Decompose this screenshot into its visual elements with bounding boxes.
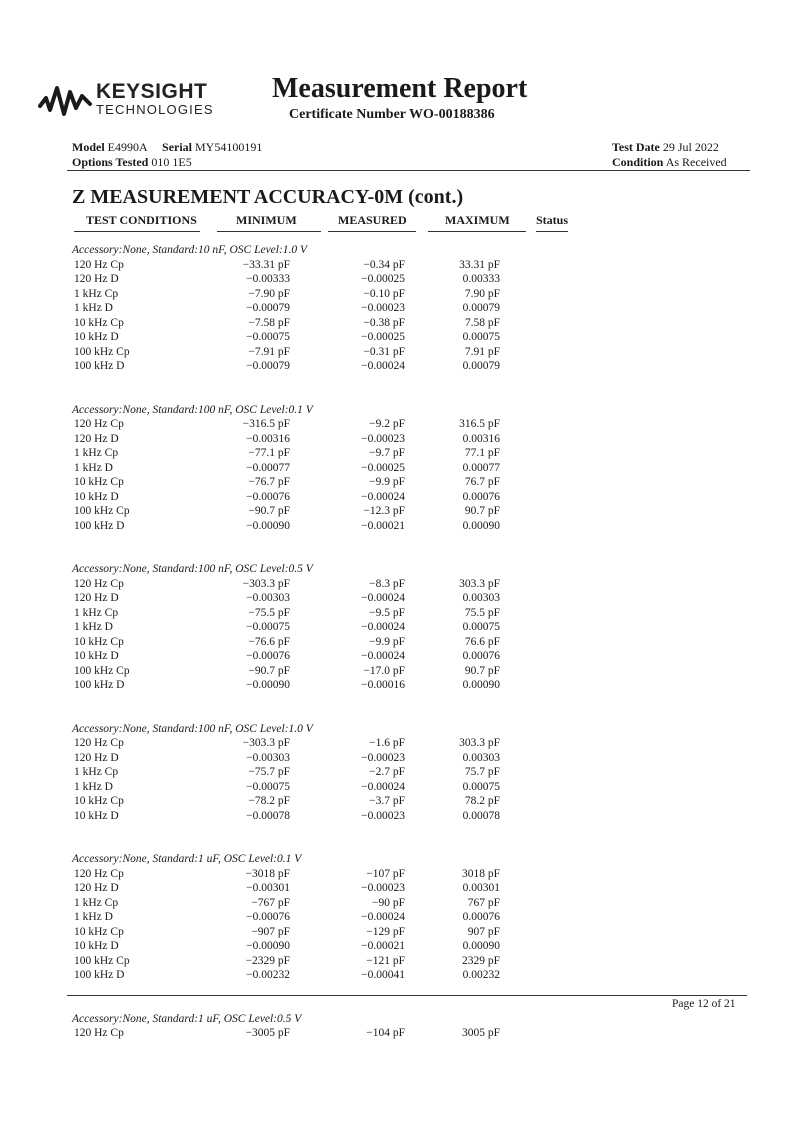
cell-minimum: −0.00076 — [246, 911, 290, 923]
cell-maximum: 33.31 pF — [459, 258, 500, 271]
table-row — [0, 882, 794, 896]
cell-measured: −9.9 pF — [369, 476, 405, 488]
table-row — [0, 737, 794, 751]
certificate-label: Certificate Number — [289, 107, 406, 122]
cell-measured: −0.00023 — [361, 809, 405, 822]
serial-label: Serial — [162, 140, 193, 154]
cell-measured: −0.00024 — [361, 621, 405, 633]
cell-minimum: −0.00075 — [246, 780, 290, 793]
table-row — [0, 781, 794, 795]
col-header-maximum: MAXIMUM — [445, 213, 510, 227]
cell-maximum: 0.00090 — [462, 679, 500, 691]
table-row — [0, 636, 794, 650]
cell-condition: 100 kHz D — [74, 969, 125, 981]
cell-minimum: −77.1 pF — [248, 447, 290, 459]
cell-measured: −0.00024 — [361, 592, 405, 604]
cell-minimum: −0.00333 — [246, 273, 290, 285]
cell-minimum: −0.00078 — [246, 809, 290, 822]
table-row — [0, 520, 794, 534]
cell-maximum: 0.00075 — [462, 331, 500, 343]
cell-minimum: −767 pF — [251, 896, 290, 909]
table-row — [0, 621, 794, 635]
cell-condition: 1 kHz Cp — [74, 287, 119, 300]
cell-maximum: 0.00078 — [462, 809, 500, 822]
cell-minimum: −316.5 pF — [242, 418, 290, 430]
cell-minimum: −0.00303 — [246, 751, 290, 764]
table-row — [0, 491, 794, 505]
cell-minimum: −0.00079 — [246, 302, 290, 314]
cell-condition: 100 kHz Cp — [74, 345, 130, 358]
cell-maximum: 767 pF — [467, 896, 500, 909]
cell-maximum: 0.00079 — [462, 360, 500, 372]
group-title: Accessory:None, Standard:1 uF, OSC Level:0.1 V — [72, 853, 302, 865]
table-row — [0, 346, 794, 360]
cell-maximum: 2329 pF — [461, 954, 500, 967]
table-row — [0, 273, 794, 287]
table-row — [0, 969, 794, 983]
cell-minimum: −3005 pF — [245, 1027, 290, 1039]
cell-measured: −1.6 pF — [369, 737, 405, 749]
cell-minimum: −0.00316 — [246, 432, 290, 445]
cell-condition: 1 kHz D — [74, 911, 113, 923]
table-row — [0, 897, 794, 911]
cell-measured: −9.5 pF — [369, 606, 405, 619]
cell-measured: −0.00024 — [361, 490, 405, 503]
cell-condition: 100 kHz Cp — [74, 664, 130, 677]
cell-minimum: −0.00075 — [246, 621, 290, 633]
cell-minimum: −0.00090 — [246, 940, 290, 952]
table-row — [0, 259, 794, 273]
cell-maximum: 75.5 pF — [464, 606, 500, 619]
cell-measured: −0.00021 — [361, 940, 405, 952]
report-title: Measurement Report — [272, 73, 528, 104]
cell-measured: −121 pF — [366, 954, 405, 967]
cell-condition: 1 kHz D — [74, 302, 113, 314]
test-date-label: Test Date — [612, 140, 660, 154]
cell-measured: −0.00023 — [361, 882, 405, 894]
serial-value: MY54100191 — [195, 140, 263, 154]
cell-maximum: 0.00090 — [462, 940, 500, 952]
cell-measured: −0.00025 — [361, 461, 405, 474]
cell-condition: 120 Hz D — [74, 751, 119, 764]
table-row — [0, 607, 794, 621]
cell-minimum: −303.3 pF — [242, 577, 290, 590]
condition-label: Condition — [612, 155, 664, 169]
table-row — [0, 650, 794, 664]
cell-maximum: 76.6 pF — [464, 635, 500, 648]
cell-minimum: −33.31 pF — [242, 258, 290, 271]
cell-maximum: 77.1 pF — [464, 447, 500, 459]
model-label: Model — [72, 140, 105, 154]
table-row — [0, 665, 794, 679]
table-row — [0, 331, 794, 345]
group-title: Accessory:None, Standard:100 nF, OSC Level:0.5 V — [72, 563, 313, 575]
page-number: Page 12 of 21 — [672, 998, 736, 1010]
table-row — [0, 766, 794, 780]
cell-condition: 10 kHz D — [74, 331, 119, 343]
cell-minimum: −0.00075 — [246, 331, 290, 343]
cell-maximum: 78.2 pF — [464, 795, 500, 807]
cell-maximum: 0.00090 — [462, 519, 500, 532]
table-row — [0, 360, 794, 374]
cell-measured: −17.0 pF — [363, 664, 405, 677]
cell-measured: −0.00024 — [361, 650, 405, 662]
cell-measured: −0.00024 — [361, 780, 405, 793]
cell-minimum: −7.58 pF — [248, 316, 290, 329]
cell-minimum: −75.5 pF — [248, 606, 290, 619]
cell-measured: −0.00016 — [361, 679, 405, 691]
table-row — [0, 447, 794, 461]
cell-measured: −104 pF — [366, 1027, 405, 1039]
section-title: Z MEASUREMENT ACCURACY-0M (cont.) — [72, 186, 464, 208]
cell-maximum: 75.7 pF — [464, 766, 500, 778]
cell-minimum: −907 pF — [251, 925, 290, 938]
cell-condition: 10 kHz D — [74, 490, 119, 503]
cell-condition: 1 kHz D — [74, 461, 113, 474]
cell-condition: 1 kHz D — [74, 780, 113, 793]
table-row — [0, 810, 794, 824]
cell-condition: 10 kHz Cp — [74, 476, 124, 488]
cell-minimum: −0.00076 — [246, 650, 290, 662]
cell-maximum: 0.00232 — [462, 969, 500, 981]
cell-maximum: 90.7 pF — [464, 505, 500, 517]
cell-measured: −0.00023 — [361, 751, 405, 764]
cell-measured: −0.00025 — [361, 273, 405, 285]
table-row — [0, 911, 794, 925]
cell-minimum: −7.90 pF — [248, 287, 290, 300]
condition-value: As Received — [665, 155, 727, 169]
cell-condition: 10 kHz D — [74, 650, 119, 662]
test-date-value: 29 Jul 2022 — [662, 140, 719, 154]
cell-maximum: 7.91 pF — [464, 345, 500, 358]
cell-minimum: −0.00076 — [246, 490, 290, 503]
cell-maximum: 907 pF — [467, 925, 500, 938]
cell-condition: 120 Hz Cp — [74, 1027, 124, 1039]
cell-maximum: 0.00079 — [462, 302, 500, 314]
table-row — [0, 752, 794, 766]
cell-measured: −9.7 pF — [369, 447, 405, 459]
cell-condition: 100 kHz D — [74, 519, 125, 532]
cell-measured: −0.34 pF — [363, 258, 405, 271]
cell-maximum: 0.00076 — [462, 490, 500, 503]
cell-maximum: 90.7 pF — [464, 664, 500, 677]
col-header-conditions: TEST CONDITIONS — [86, 213, 197, 227]
cell-condition: 10 kHz D — [74, 809, 119, 822]
cell-measured: −9.9 pF — [369, 635, 405, 648]
cell-maximum: 0.00075 — [462, 780, 500, 793]
cell-measured: −9.2 pF — [369, 418, 405, 430]
cell-maximum: 0.00075 — [462, 621, 500, 633]
cell-maximum: 3005 pF — [461, 1027, 500, 1039]
cell-minimum: −76.7 pF — [248, 476, 290, 488]
cell-maximum: 0.00333 — [462, 273, 500, 285]
cell-minimum: −0.00077 — [246, 461, 290, 474]
cell-condition: 120 Hz Cp — [74, 867, 124, 880]
cell-minimum: −0.00301 — [246, 882, 290, 894]
options-value: 010 1E5 — [151, 155, 192, 169]
cell-maximum: 0.00076 — [462, 650, 500, 662]
cell-condition: 120 Hz D — [74, 882, 119, 894]
table-row — [0, 302, 794, 316]
cell-condition: 120 Hz D — [74, 592, 119, 604]
footer-divider — [67, 995, 747, 996]
cell-measured: −12.3 pF — [363, 505, 405, 517]
cell-measured: −2.7 pF — [369, 766, 405, 778]
cell-condition: 10 kHz Cp — [74, 795, 124, 807]
table-row — [0, 955, 794, 969]
cell-minimum: −2329 pF — [245, 954, 290, 967]
cell-maximum: 7.58 pF — [464, 316, 500, 329]
group-title: Accessory:None, Standard:1 uF, OSC Level:0.5 V — [72, 1012, 302, 1025]
cell-measured: −0.00025 — [361, 331, 405, 343]
table-row — [0, 462, 794, 476]
group-title: Accessory:None, Standard:100 nF, OSC Level:0.1 V — [72, 403, 313, 416]
cell-measured: −0.31 pF — [363, 345, 405, 358]
options-label: Options Tested — [72, 155, 149, 169]
table-row — [0, 317, 794, 331]
cell-condition: 1 kHz Cp — [74, 766, 119, 778]
cell-condition: 120 Hz Cp — [74, 418, 124, 430]
cell-minimum: −90.7 pF — [248, 664, 290, 677]
brand-name: KEYSIGHT — [96, 80, 208, 103]
cell-condition: 100 kHz D — [74, 360, 125, 372]
cell-condition: 1 kHz D — [74, 621, 113, 633]
cell-maximum: 303.3 pF — [459, 577, 500, 590]
cell-condition: 10 kHz Cp — [74, 925, 124, 938]
cell-condition: 120 Hz Cp — [74, 737, 124, 749]
col-header-minimum: MINIMUM — [236, 213, 297, 227]
table-row — [0, 940, 794, 954]
cell-minimum: −0.00090 — [246, 679, 290, 691]
cell-condition: 120 Hz Cp — [74, 258, 124, 271]
cell-measured: −0.00024 — [361, 911, 405, 923]
cell-measured: −0.00021 — [361, 519, 405, 532]
cell-minimum: −78.2 pF — [248, 795, 290, 807]
cell-condition: 10 kHz Cp — [74, 316, 124, 329]
cell-minimum: −76.6 pF — [248, 635, 290, 648]
cell-condition: 10 kHz D — [74, 940, 119, 952]
model-value: E4990A — [107, 140, 148, 154]
table-row — [0, 1027, 794, 1041]
cell-measured: −3.7 pF — [369, 795, 405, 807]
cell-measured: −0.00041 — [361, 969, 405, 981]
group-title: Accessory:None, Standard:10 nF, OSC Level:1.0 V — [72, 244, 308, 256]
cell-condition: 100 kHz D — [74, 679, 125, 691]
cell-condition: 1 kHz Cp — [74, 896, 119, 909]
cell-maximum: 76.7 pF — [464, 476, 500, 488]
cell-condition: 120 Hz Cp — [74, 577, 124, 590]
cell-maximum: 0.00077 — [462, 461, 500, 474]
cell-condition: 120 Hz D — [74, 432, 119, 445]
table-row — [0, 418, 794, 432]
cell-maximum: 0.00316 — [462, 432, 500, 445]
cell-minimum: −3018 pF — [245, 867, 290, 880]
table-row — [0, 926, 794, 940]
cell-minimum: −0.00232 — [246, 969, 290, 981]
cell-minimum: −0.00303 — [246, 592, 290, 604]
cell-minimum: −75.7 pF — [248, 766, 290, 778]
cell-condition: 100 kHz Cp — [74, 505, 130, 517]
cell-minimum: −0.00079 — [246, 360, 290, 372]
table-row — [0, 592, 794, 606]
cell-minimum: −303.3 pF — [242, 737, 290, 749]
group-title: Accessory:None, Standard:100 nF, OSC Level:1.0 V — [72, 722, 313, 735]
cell-maximum: 0.00076 — [462, 911, 500, 923]
cell-condition: 1 kHz Cp — [74, 606, 119, 619]
table-row — [0, 795, 794, 809]
table-row — [0, 578, 794, 592]
cell-condition: 120 Hz D — [74, 273, 119, 285]
cell-measured: −0.38 pF — [363, 316, 405, 329]
table-row — [0, 505, 794, 519]
cell-measured: −107 pF — [366, 867, 405, 880]
cell-measured: −8.3 pF — [369, 577, 405, 590]
cell-maximum: 0.00303 — [462, 751, 500, 764]
cell-measured: −0.00024 — [361, 360, 405, 372]
cell-maximum: 303.3 pF — [459, 737, 500, 749]
cell-measured: −90 pF — [371, 896, 405, 909]
table-row — [0, 679, 794, 693]
cell-measured: −129 pF — [366, 925, 405, 938]
certificate-number: WO-00188386 — [409, 107, 495, 122]
table-row — [0, 433, 794, 447]
cell-measured: −0.00023 — [361, 302, 405, 314]
cell-minimum: −0.00090 — [246, 519, 290, 532]
table-row — [0, 868, 794, 882]
cell-maximum: 0.00301 — [462, 882, 500, 894]
cell-condition: 1 kHz Cp — [74, 447, 119, 459]
cell-minimum: −7.91 pF — [248, 345, 290, 358]
cell-measured: −0.00023 — [361, 432, 405, 445]
cell-maximum: 0.00303 — [462, 592, 500, 604]
cell-maximum: 3018 pF — [461, 867, 500, 880]
col-header-status: Status — [536, 213, 569, 227]
cell-minimum: −90.7 pF — [248, 505, 290, 517]
cell-condition: 100 kHz Cp — [74, 954, 130, 967]
col-header-measured: MEASURED — [338, 213, 407, 227]
cell-maximum: 316.5 pF — [459, 418, 500, 430]
cell-condition: 10 kHz Cp — [74, 635, 124, 648]
cell-maximum: 7.90 pF — [464, 287, 500, 300]
table-row — [0, 288, 794, 302]
table-row — [0, 476, 794, 490]
cell-measured: −0.10 pF — [363, 287, 405, 300]
brand-subtitle: TECHNOLOGIES — [96, 102, 214, 117]
